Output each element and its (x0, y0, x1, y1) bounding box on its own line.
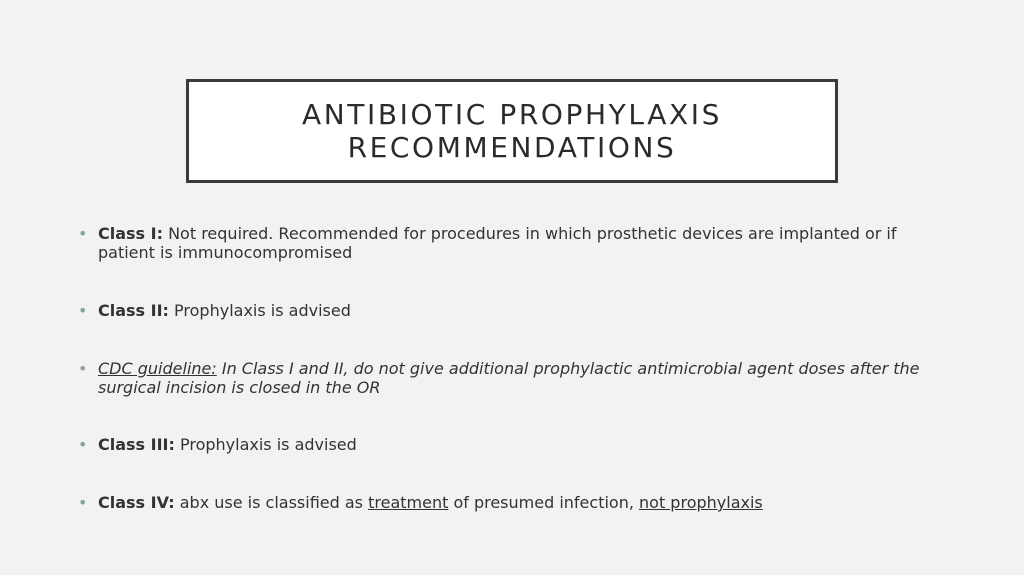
not-prophylaxis-link[interactable]: not prophylaxis (639, 493, 763, 512)
treatment-link[interactable]: treatment (368, 493, 449, 512)
bullet-body-mid: of presumed infection, (448, 493, 640, 512)
bullet-label: CDC guideline: (98, 359, 217, 378)
bullet-label: Class I: (98, 224, 163, 243)
bullet-label: Class III: (98, 435, 175, 454)
bullet-body: Prophylaxis is advised (168, 301, 351, 320)
slide-title-line-2: RECOMMENDATIONS (347, 131, 677, 164)
bullet-text (98, 224, 956, 262)
bullet-dot: • (78, 301, 88, 320)
bullet-dot: • (78, 435, 88, 454)
bullet-body-pre: abx use is classified as (174, 493, 369, 512)
bullet-text (98, 493, 956, 512)
bullet-label: Class IV: (98, 493, 175, 512)
bullet-text (98, 359, 956, 397)
bullet-body: Prophylaxis is advised (174, 435, 357, 454)
bullet-text (98, 435, 956, 454)
bullet-label: Class II: (98, 301, 169, 320)
bullet-dot: • (78, 359, 88, 378)
bullet-text (98, 301, 956, 320)
slide-title-box (186, 79, 838, 183)
bullet-body: Not required. Recommended for procedures in which prosthetic devices are implanted or if patient is immunocompromised (98, 224, 897, 262)
slide-title-line-1: ANTIBIOTIC PROPHYLAXIS (301, 98, 722, 131)
bullet-dot: • (78, 224, 88, 243)
bullet-body: In Class I and II, do not give additional prophylactic antimicrobial agent doses after the surgical incision is closed in the OR (98, 359, 920, 397)
bullet-dot: • (78, 493, 88, 512)
